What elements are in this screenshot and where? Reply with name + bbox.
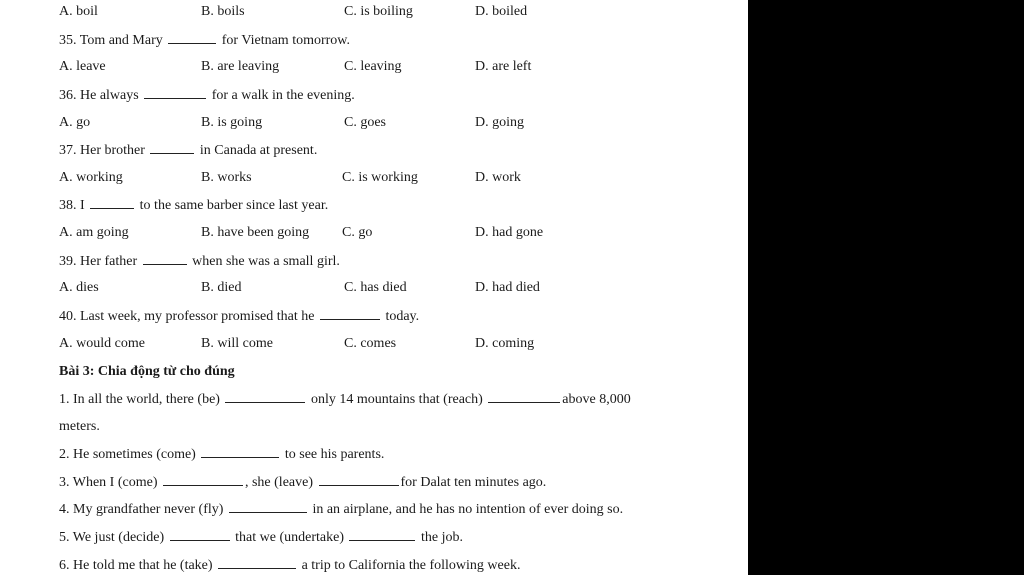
option-d: D. had gone [475,225,544,240]
option-a: A. go [59,115,91,130]
exercise-text: 4. My grandfather never (fly) [59,502,224,517]
option-a: A. working [59,170,123,185]
exercise-1-continued: meters. [59,419,100,434]
question-text: 40. Last week, my professor promised that he [59,309,315,324]
section-title: Bài 3: Chia động từ cho đúng [59,364,235,379]
answer-blank[interactable] [144,86,206,99]
option-a: A. leave [59,59,106,74]
option-a: A. would come [59,336,145,351]
answer-blank[interactable] [168,31,216,44]
exercise-text: for Dalat ten minutes ago. [400,475,547,490]
option-d: D. going [475,115,524,130]
exercise-text: the job. [420,530,463,545]
question-text-end: for Vietnam tomorrow. [221,33,350,48]
question-text: 39. Her father [59,254,138,269]
answer-blank[interactable] [349,528,415,541]
exercise-6 [59,556,520,575]
exercise-text: 1. In all the world, there (be) [59,392,220,407]
option-a: A. boil [59,4,98,19]
exercise-2 [59,445,384,464]
question-text: 35. Tom and Mary [59,33,163,48]
answer-blank[interactable] [163,473,243,486]
option-d: D. had died [475,280,540,295]
question-text-end: today. [385,309,420,324]
answer-blank[interactable] [229,500,307,513]
question-text-end: when she was a small girl. [192,254,340,269]
answer-blank[interactable] [319,473,399,486]
option-c: C. comes [344,336,397,351]
question-text-end: in Canada at present. [199,143,318,158]
question-40 [59,307,419,326]
option-b: B. boils [201,4,245,19]
option-d: D. coming [475,336,535,351]
exercise-text: , she (leave) [244,475,314,490]
option-b: B. are leaving [201,59,280,74]
answer-blank[interactable] [201,445,279,458]
question-36 [59,86,355,105]
question-text: 38. I [59,198,85,213]
exercise-4 [59,500,623,519]
option-c: C. has died [344,280,407,295]
option-c: C. leaving [344,59,402,74]
answer-blank[interactable] [90,196,134,209]
exercise-3 [59,473,546,492]
option-b: B. works [201,170,252,185]
exercise-text: 2. He sometimes (come) [59,447,196,462]
answer-blank[interactable] [170,528,230,541]
question-39 [59,252,340,271]
option-b: B. died [201,280,242,295]
option-c: C. is boiling [344,4,413,19]
exercise-text: only 14 mountains that (reach) [310,392,483,407]
exercise-text: above 8,000 [562,392,631,407]
question-38 [59,196,328,215]
answer-blank[interactable] [225,390,305,403]
option-a: A. am going [59,225,129,240]
question-text: 36. He always [59,88,139,103]
option-d: D. boiled [475,4,528,19]
option-b: B. will come [201,336,273,351]
answer-blank[interactable] [150,141,194,154]
exercise-text: in an airplane, and he has no intention of ever doing so. [312,502,624,517]
option-c: C. is working [342,170,418,185]
exercise-text: 6. He told me that he (take) [59,558,213,573]
question-text-end: for a walk in the evening. [211,88,355,103]
option-d: D. work [475,170,521,185]
option-c: C. goes [344,115,386,130]
answer-blank[interactable] [488,390,560,403]
answer-blank[interactable] [320,307,380,320]
exercise-text: that we (undertake) [235,530,344,545]
answer-blank[interactable] [143,252,187,265]
question-37 [59,141,317,160]
exercise-text: 5. We just (decide) [59,530,165,545]
question-text-end: to the same barber since last year. [139,198,329,213]
exercise-1 [59,390,631,409]
question-text: 37. Her brother [59,143,145,158]
option-b: B. have been going [201,225,310,240]
option-c: C. go [342,225,373,240]
option-d: D. are left [475,59,532,74]
exercise-text: a trip to California the following week. [301,558,521,573]
exercise-text: to see his parents. [284,447,385,462]
question-35 [59,31,350,50]
option-b: B. is going [201,115,263,130]
answer-blank[interactable] [218,556,296,569]
exercise-5 [59,528,463,547]
option-a: A. dies [59,280,99,295]
exercise-text: 3. When I (come) [59,475,158,490]
